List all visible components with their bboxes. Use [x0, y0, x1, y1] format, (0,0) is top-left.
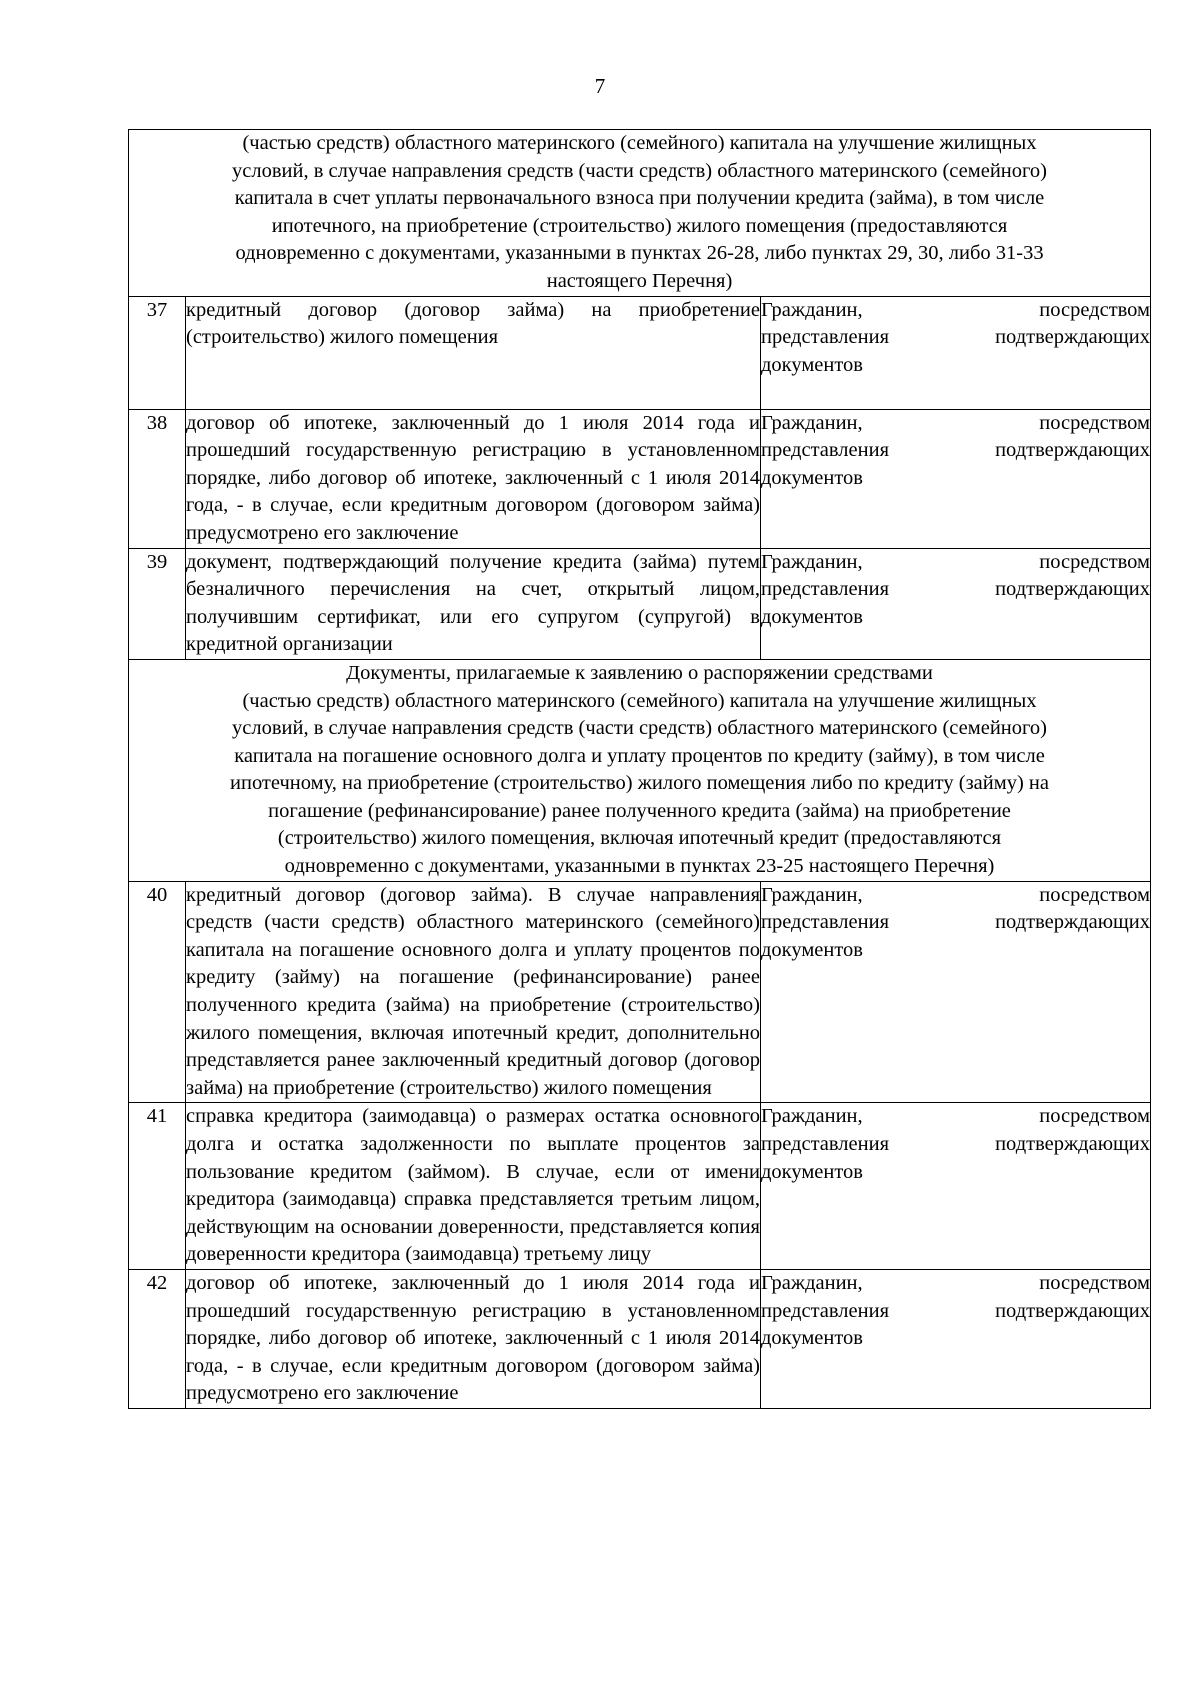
- provider-text: посредством: [1039, 550, 1151, 573]
- table-row: [129, 296, 1151, 409]
- section-heading: [129, 659, 1151, 881]
- provider-text: посредством: [1039, 883, 1151, 906]
- table-row: [129, 881, 1151, 1103]
- table-row: [129, 1269, 1151, 1408]
- document-description: справка кредитора (заимодавца) о размерах остатка основного долга и остатка задолженности по выплате процентов за пользование кредитом (займом). В случае, если от имени кредитора (заимодавца) справка представляется третьим лицом, действующим на основании доверенности, представляется копия доверенности кредитора (заимодавца) третьему лицу: [186, 1103, 761, 1270]
- provider-text: подтверждающих: [995, 439, 1151, 462]
- heading-line: ипотечному, на приобретение (строительство) жилого помещения либо по кредиту (займу) на: [230, 772, 1049, 795]
- document-description: документ, подтверждающий получение кредита (займа) путем безналичного перечисления на счет, открытый лицом, получившим сертификат, или его супругом (супругой) в кредитной организации: [186, 548, 761, 659]
- heading-line: (строительство) жилого помещения, включая ипотечный кредит (предоставляются: [277, 827, 1002, 850]
- heading-line: условий, в случае направления средств (части средств) областного материнского (семейного): [232, 717, 1047, 740]
- row-number: 39: [129, 548, 186, 659]
- provider-cell: [761, 409, 1151, 548]
- provider-text: Гражданин,: [761, 298, 863, 321]
- provider-text: подтверждающих: [995, 911, 1151, 934]
- heading-line: (частью средств) областного материнского (семейного) капитала на улучшение жилищных: [242, 132, 1037, 154]
- provider-text: представления: [761, 326, 889, 349]
- provider-text: документов: [761, 1160, 863, 1183]
- provider-text: Гражданин,: [761, 550, 863, 573]
- provider-text: подтверждающих: [995, 326, 1151, 349]
- document-description: кредитный договор (договор займа) на приобретение (строительство) жилого помещения: [186, 296, 761, 409]
- section-heading-row: [129, 130, 1151, 297]
- section-heading-continued: [129, 130, 1151, 297]
- row-number: 38: [129, 409, 186, 548]
- provider-text: документов: [761, 1327, 863, 1350]
- provider-text: Гражданин,: [761, 1271, 863, 1294]
- row-number: 37: [129, 296, 186, 409]
- provider-cell: [761, 1269, 1151, 1408]
- provider-text: документов: [761, 353, 863, 376]
- provider-text: Гражданин,: [761, 883, 863, 906]
- provider-text: представления: [761, 911, 889, 934]
- provider-cell: [761, 1103, 1151, 1270]
- provider-text: представления: [761, 1133, 889, 1155]
- heading-line: одновременно с документами, указанными в пунктах 26-28, либо пунктах 29, 30, либо 31-33: [235, 242, 1044, 265]
- heading-line: настоящего Перечня): [546, 269, 733, 292]
- provider-text: подтверждающих: [995, 1299, 1151, 1322]
- provider-text: документов: [761, 466, 863, 489]
- provider-text: посредством: [1039, 1271, 1151, 1294]
- table-row: [129, 409, 1151, 548]
- heading-line: одновременно с документами, указанными в пунктах 23-25 настоящего Перечня): [284, 855, 995, 878]
- provider-cell: [761, 881, 1151, 1103]
- heading-line: капитала на погашение основного долга и уплату процентов по кредиту (займу), в том числе: [234, 744, 1045, 767]
- provider-text: посредством: [1039, 411, 1151, 434]
- document-description: договор об ипотеке, заключенный до 1 июля 2014 года и прошедший государственную регистрацию в установленном порядке, либо договор об ипотеке, заключенный с 1 июля 2014 года, - в случае, если кредитным договором (договором займа) предусмотрено его заключение: [186, 1269, 761, 1408]
- heading-line: (частью средств) областного материнского (семейного) капитала на улучшение жилищных: [242, 689, 1037, 712]
- heading-line: погашение (рефинансирование) ранее полученного кредита (займа) на приобретение: [268, 799, 1011, 822]
- heading-line: ипотечного, на приобретение (строительство) жилого помещения (предоставляются: [271, 214, 1008, 237]
- provider-cell: [761, 548, 1151, 659]
- table-row: [129, 548, 1151, 659]
- section-heading-row: [129, 659, 1151, 881]
- documents-table: [128, 129, 1151, 1409]
- provider-text: Гражданин,: [761, 411, 863, 434]
- provider-text: посредством: [1039, 1105, 1151, 1128]
- provider-text: Гражданин,: [761, 1105, 863, 1128]
- heading-line: капитала в счет уплаты первоначального взноса при получении кредита (займа), в том числе: [234, 187, 1045, 210]
- row-number: 40: [129, 881, 186, 1103]
- document-description: договор об ипотеке, заключенный до 1 июля 2014 года и прошедший государственную регистрацию в установленном порядке, либо договор об ипотеке, заключенный с 1 июля 2014 года, - в случае, если кредитным договором (договором займа) предусмотрено его заключение: [186, 409, 761, 548]
- row-number: 42: [129, 1269, 186, 1408]
- page-number: 7: [594, 74, 606, 98]
- row-number: 41: [129, 1103, 186, 1270]
- provider-text: документов: [761, 938, 863, 961]
- provider-text: представления: [761, 1299, 889, 1322]
- heading-line: условий, в случае направления средств (части средств) областного материнского (семейного): [232, 159, 1047, 182]
- provider-text: подтверждающих: [995, 578, 1151, 601]
- provider-text: подтверждающих: [995, 1133, 1151, 1155]
- provider-text: представления: [761, 578, 889, 601]
- provider-text: посредством: [1039, 298, 1151, 321]
- document-description: кредитный договор (договор займа). В случае направления средств (части средств) областного материнского (семейного) капитала на погашение основного долга и уплату процентов по кредиту (займу) на погашение (рефинансирование) ранее полученного кредита (займа) на приобретение (строительство) жилого помещения, включая ипотечный кредит, дополнительно представляется ранее заключенный кредитный договор (договор займа) на приобретение (строительство) жилого помещения: [186, 881, 761, 1103]
- provider-text: представления: [761, 439, 889, 462]
- table-row: [129, 1103, 1151, 1270]
- heading-line: Документы, прилагаемые к заявлению о распоряжении средствами: [346, 661, 933, 684]
- provider-text: документов: [761, 605, 863, 628]
- provider-cell: [761, 296, 1151, 409]
